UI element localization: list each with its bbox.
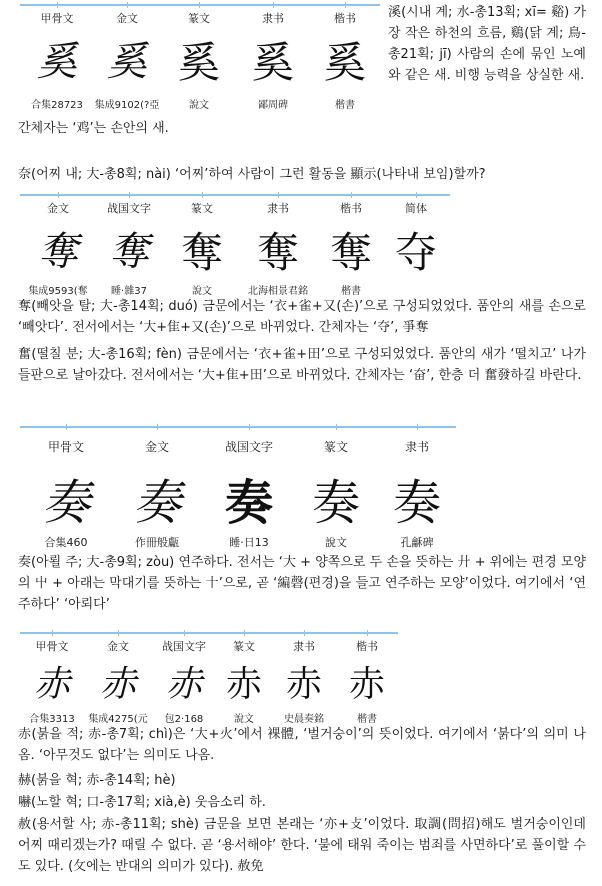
glyph: 奪 — [38, 229, 78, 275]
glyph: 奏 — [41, 475, 90, 531]
glyph-evolution-table-zou — [20, 426, 456, 552]
source-label: 說文 — [192, 286, 212, 297]
entry-chi: 赤(붉을 적; 赤-총7획; chì)은 ‘大+火’에서 裸體, ‘벌거숭이’의 뜻이었다. 여기에서 ‘붉다’의 의미 나옴. ‘아무것도 없다’는 의미도 나옴. — [18, 727, 586, 763]
source-label: 合集28723 — [31, 100, 83, 111]
source-label: 說文 — [325, 536, 347, 549]
column-header: 甲骨文 — [40, 12, 74, 25]
source-label: 睡·日13 — [229, 536, 269, 549]
table-column — [238, 196, 318, 298]
glyph: 奚 — [251, 38, 294, 87]
glyph: 奚 — [177, 38, 220, 87]
column-header: 篆文 — [323, 440, 348, 454]
entry-xi-tail: 간체자는 ‘鸡’는 손안의 새. — [18, 121, 169, 136]
table-column — [166, 6, 232, 112]
column-header: 金文 — [116, 12, 138, 25]
entry-zou: 奏(아뢸 주; 大-총9획; zòu) 연주하다. 전서는 ‘大 + 양쪽으로 두 손을 뜻하는 廾 + 위에는 편경 모양의 屮 + 아래는 막대기를 뜻하는 十’으로, 곧 ‘編磬(편경)을 들고 연주하는 모양’이었다. 여기에서 ‘연주하다’ ‘아뢰다’ — [18, 555, 586, 612]
source-label: 合集3313 — [29, 714, 75, 725]
glyph: 奚 — [107, 39, 147, 85]
table-column — [24, 6, 90, 112]
source-label: 合集460 — [44, 536, 88, 549]
source-label: 孔龢碑 — [400, 536, 434, 549]
table-column — [168, 196, 236, 298]
glyph: 赤 — [285, 664, 322, 705]
table-column — [154, 634, 214, 726]
table-column — [26, 428, 106, 552]
entry-xi-side: 溪(시내 계; 水-총13획; xī= 谿) 가장 작은 하천의 흐름, 鷄(닭 계; 鳥-총21획; jī) 사람의 손에 묶인 노예와 같은 새. 비행 능력을 상실한 새. — [388, 5, 586, 83]
glyph-evolution-table-chi — [20, 632, 398, 726]
table-column — [238, 6, 308, 112]
glyph: 赤 — [33, 664, 70, 705]
table-column — [318, 196, 384, 298]
glyph: 奏 — [392, 475, 441, 531]
glyph: 奚 — [323, 38, 366, 87]
source-label: 包2·168 — [164, 714, 204, 725]
table-column — [112, 428, 202, 552]
column-header: 楷书 — [356, 640, 378, 653]
glyph: 赤 — [225, 664, 262, 705]
column-header: 战国文字 — [107, 202, 151, 215]
source-label: 楷書 — [341, 286, 361, 297]
glyph-evolution-table-duo — [20, 194, 450, 298]
column-header: 篆文 — [188, 12, 210, 25]
table-column — [24, 196, 92, 298]
entry-duo: 奪(빼앗을 탈; 大-총14획; duó) 금문에서는 ‘衣+雀+又(손)’으로 구성되었었다. 품안의 새를 손으로 ‘빼앗다’. 전서에서는 ‘大+隹+又(손)’으로 바뀌었다. 간체자는 ‘夺’, 爭奪 — [18, 299, 586, 335]
source-label: 說文 — [189, 100, 209, 111]
glyph: 奏 — [224, 475, 273, 531]
entry-nai: 奈(어찌 내; 大-총8획; nài) ‘어찌’하여 사람이 그런 활동을 顯示(나타내 보임)할까? — [18, 167, 486, 182]
table-column — [22, 634, 82, 726]
glyph: 赤 — [165, 664, 202, 705]
glyph: 奪 — [256, 228, 299, 277]
column-header: 简体 — [405, 202, 427, 215]
table-column — [338, 634, 396, 726]
glyph: 奪 — [109, 229, 149, 275]
source-label: 集成9102(?亞 — [94, 100, 160, 111]
column-header: 战国文字 — [162, 640, 206, 653]
column-header: 金文 — [144, 440, 169, 454]
glyph-evolution-table-xi — [20, 4, 380, 112]
table-column — [84, 634, 152, 726]
entry-he: 赫(붉을 혁; 赤-총14획; hè) — [18, 773, 176, 788]
entry-she: 赦(용서할 사; 赤-총11획; shè) 금문을 보면 본래는 ‘亦+攴’이었다. 取調(問招)해도 벌거숭이인데 어찌 때리겠는가? 때릴 수 없다. 곧 ‘용서해야’ 한다. ‘불에 태워 죽이는 범죄를 사면하다’로 풀이할 수도 있다. (攵에는 반대의 의미가 있다). 赦免 — [18, 817, 586, 874]
glyph: 奚 — [37, 39, 77, 85]
column-header: 甲骨文 — [35, 640, 69, 653]
source-label: 集成9593(奪 — [28, 286, 88, 297]
column-header: 隶书 — [293, 640, 315, 653]
glyph: 奪 — [329, 228, 372, 277]
table-column — [92, 6, 162, 112]
glyph: 夺 — [394, 228, 437, 277]
table-column — [384, 196, 448, 298]
column-header: 篆文 — [191, 202, 213, 215]
glyph: 奏 — [311, 475, 360, 531]
source-label: 楷書 — [335, 100, 355, 111]
glyph: 赤 — [99, 664, 136, 705]
column-header: 金文 — [47, 202, 69, 215]
column-header: 隶书 — [404, 440, 429, 454]
entry-fen: 奮(떨칠 분; 大-총16획; fèn) 금문에서는 ‘衣+雀+田’으로 구성되었었다. 품안의 새가 ‘떨치고’ 나가 들판으로 날아갔다. 전서에서는 ‘大+隹+田’으로 바뀌었다. 간체자는 ‘奋’, 한층 더 奮發하길 바란다. — [18, 347, 586, 383]
source-label: 北海相景君銘 — [248, 286, 308, 297]
column-header: 金文 — [107, 640, 129, 653]
column-header: 篆文 — [233, 640, 255, 653]
source-label: 睡·雜37 — [111, 286, 147, 297]
column-header: 隶书 — [262, 12, 284, 25]
source-label: 楷書 — [357, 714, 377, 725]
table-column — [272, 634, 336, 726]
column-header: 隶书 — [267, 202, 289, 215]
glyph: 赤 — [348, 664, 385, 705]
glyph: 奏 — [132, 475, 181, 531]
column-header: 甲骨文 — [47, 440, 84, 454]
table-column — [312, 6, 378, 112]
source-label: 史晨奏銘 — [284, 714, 324, 725]
source-label: 集成4275(元 — [88, 714, 148, 725]
table-column — [96, 196, 162, 298]
source-label: 鄙周碑 — [258, 100, 288, 111]
table-column — [296, 428, 376, 552]
glyph: 奪 — [180, 228, 223, 277]
column-header: 楷书 — [340, 202, 362, 215]
entry-xia: 嚇(노할 혁; 口-총17획; xià,è) 웃음소리 하. — [18, 795, 266, 810]
table-column — [218, 634, 270, 726]
table-column — [206, 428, 292, 552]
column-header: 战国文字 — [224, 440, 273, 454]
column-header: 楷书 — [334, 12, 356, 25]
table-column — [380, 428, 454, 552]
source-label: 說文 — [234, 714, 254, 725]
source-label: 作冊般甗 — [135, 536, 179, 549]
